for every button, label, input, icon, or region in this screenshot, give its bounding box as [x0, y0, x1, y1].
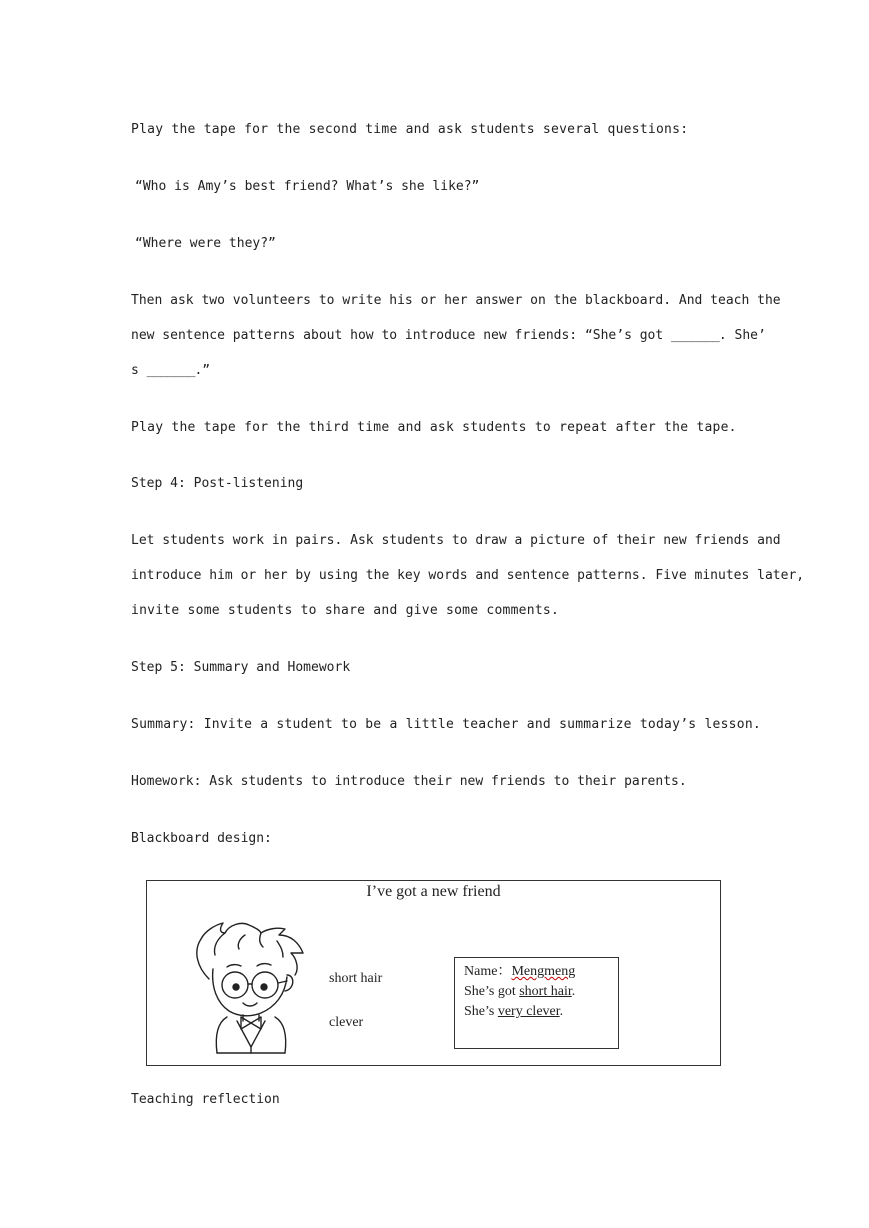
paragraph-volunteers-line3	[131, 362, 210, 380]
text-segment: . She’	[718, 328, 766, 343]
paragraph-pairs-line3: invite some students to share and give some comments.	[131, 603, 560, 618]
keyword-clever: clever	[329, 1015, 364, 1030]
paragraph-third-listening: Play the tape for the third time and ask students to repeat after the tape.	[131, 420, 737, 435]
heading-step-5: Step 5: Summary and Homework	[131, 660, 351, 675]
text-segment: She’s	[464, 1004, 498, 1019]
name-value: Mengmeng	[511, 964, 576, 979]
text-segment: new sentence patterns about how to introduce new friends: “She’s got	[131, 328, 672, 343]
name-row	[464, 962, 618, 982]
question-best-friend: “Who is Amy’s best friend? What’s she like?”	[135, 179, 480, 194]
text-segment: s	[131, 363, 147, 378]
heading-step-4: Step 4: Post-listening	[131, 476, 304, 491]
paragraph-pairs-line1: Let students work in pairs. Ask students to draw a picture of their new friends and	[131, 533, 781, 548]
blackboard-design-box	[146, 880, 721, 1066]
paragraph-second-listening: Play the tape for the second time and ask students several questions:	[131, 122, 689, 137]
text-segment: She’s got	[464, 984, 520, 999]
cartoon-boy-illustration	[187, 917, 317, 1057]
name-card	[454, 957, 619, 1049]
text-segment: .	[559, 1004, 564, 1019]
hair-value: short hair	[519, 984, 572, 999]
fill-blank: _______	[146, 363, 195, 378]
paragraph-volunteers-line2	[131, 327, 766, 345]
blackboard-design-label: Blackboard design:	[131, 831, 272, 846]
paragraph-summary: Summary: Invite a student to be a little teacher and summarize today’s lesson.	[131, 717, 761, 732]
personality-row	[464, 1002, 618, 1022]
hair-row	[464, 982, 618, 1002]
keyword-short-hair: short hair	[329, 971, 383, 986]
question-where: “Where were they?”	[135, 236, 276, 251]
blackboard-title: I’ve got a new friend	[366, 883, 501, 900]
heading-teaching-reflection: Teaching reflection	[131, 1092, 280, 1107]
paragraph-homework: Homework: Ask students to introduce their new friends to their parents.	[131, 774, 687, 789]
name-label: Name：	[464, 964, 512, 979]
paragraph-volunteers-line1: Then ask two volunteers to write his or her answer on the blackboard. And teach the	[131, 293, 781, 308]
text-segment: .	[571, 984, 576, 999]
personality-value: very clever	[497, 1004, 560, 1019]
fill-blank: _______	[671, 328, 719, 343]
text-segment: .”	[194, 363, 211, 378]
paragraph-pairs-line2: introduce him or her by using the key words and sentence patterns. Five minutes later,	[131, 568, 805, 583]
